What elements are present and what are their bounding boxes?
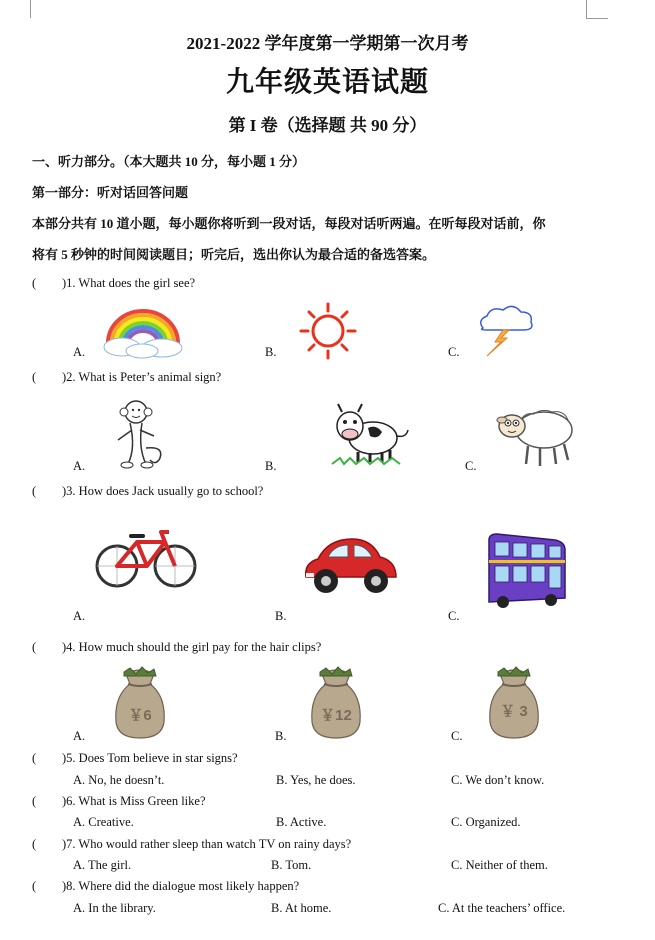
price-label-a: ￥6 (128, 707, 152, 724)
question-text: )7. Who would rather sleep than watch TV on rainy days? (62, 837, 352, 851)
q1-option-a[interactable]: A. (73, 345, 86, 359)
q8-option-c[interactable]: C. At the teachers’ office. (438, 901, 566, 915)
question-text: )6. What is Miss Green like? (62, 794, 206, 808)
storm-cloud-icon (473, 302, 537, 358)
price-label-b: ￥12 (320, 707, 352, 724)
listening-section-heading: 一、听力部分。（本大题共 10 分，每小题 1 分） (32, 154, 306, 169)
q2-option-a[interactable]: A. (73, 459, 86, 473)
q7-option-b[interactable]: B. Tom. (271, 858, 312, 872)
question-1 (32, 276, 195, 291)
instructions-line2: 将有 5 秒钟的时间阅读题目；听完后，选出你认为最合适的备选答案。 (32, 247, 436, 262)
q2-option-c[interactable]: C. (465, 459, 477, 473)
monkey-icon (112, 398, 170, 470)
money-bag-icon-a (110, 666, 170, 740)
q2-option-b[interactable]: B. (265, 459, 277, 473)
money-bag-icon-b (306, 666, 366, 740)
q5-option-c[interactable]: C. We don’t know. (451, 773, 545, 787)
answer-paren[interactable]: ( (32, 484, 37, 498)
cow-icon (328, 398, 410, 468)
q1-option-b[interactable]: B. (265, 345, 277, 359)
question-2 (32, 370, 221, 385)
bus-icon (485, 532, 569, 610)
q5-option-a[interactable]: A. No, he doesn’t. (73, 773, 165, 787)
question-text: )1. What does the girl see? (62, 276, 196, 290)
q8-option-b[interactable]: B. At home. (271, 901, 332, 915)
question-text: )5. Does Tom believe in star signs? (62, 751, 238, 765)
q7-option-c[interactable]: C. Neither of them. (451, 858, 548, 872)
answer-paren[interactable]: ( (32, 837, 37, 851)
sun-icon (299, 302, 357, 360)
volume-title: 第 I 卷（选择题 共 90 分） (228, 116, 427, 135)
instructions-line1: 本部分共有 10 道小题，每小题你将听到一段对话，每段对话听两遍。在听每段对话前，你 (32, 216, 546, 231)
answer-paren[interactable]: ( (32, 751, 37, 765)
question-3 (32, 484, 263, 499)
answer-paren[interactable]: ( (32, 640, 37, 654)
money-bag-icon-c (484, 666, 544, 740)
q8-option-a[interactable]: A. In the library. (73, 901, 156, 915)
part1-heading: 第一部分：听对话回答问题 (32, 185, 189, 200)
q3-option-b[interactable]: B. (275, 609, 287, 623)
q4-option-c[interactable]: C. (451, 729, 463, 743)
q6-option-a[interactable]: A. Creative. (73, 815, 134, 829)
q5-option-b[interactable]: B. Yes, he does. (276, 773, 356, 787)
q4-option-b[interactable]: B. (275, 729, 287, 743)
question-8 (32, 879, 299, 894)
price-label-c: ￥ 3 (500, 703, 528, 720)
answer-paren[interactable]: ( (32, 276, 37, 290)
corner-mark-right (586, 0, 587, 18)
q1-option-c[interactable]: C. (448, 345, 460, 359)
term-title: 2021-2022 学年度第一学期第一次月考 (186, 34, 469, 53)
q6-option-b[interactable]: B. Active. (276, 815, 327, 829)
rainbow-icon (102, 305, 184, 361)
q6-option-c[interactable]: C. Organized. (451, 815, 521, 829)
answer-paren[interactable]: ( (32, 794, 37, 808)
q3-option-c[interactable]: C. (448, 609, 460, 623)
corner-mark-right-horizontal (586, 18, 608, 19)
exam-title: 九年级英语试题 (225, 67, 429, 98)
corner-mark-left (30, 0, 31, 18)
question-7 (32, 837, 351, 852)
bicycle-icon (95, 528, 199, 590)
answer-paren[interactable]: ( (32, 370, 37, 384)
q3-option-a[interactable]: A. (73, 609, 86, 623)
question-text: )3. How does Jack usually go to school? (62, 484, 264, 498)
question-text: )8. Where did the dialogue most likely happen? (62, 879, 300, 893)
answer-paren[interactable]: ( (32, 879, 37, 893)
question-6 (32, 794, 206, 809)
question-text: )2. What is Peter’s animal sign? (62, 370, 222, 384)
question-4 (32, 640, 321, 655)
question-text: )4. How much should the girl pay for the hair clips? (62, 640, 322, 654)
q7-option-a[interactable]: A. The girl. (73, 858, 132, 872)
question-5 (32, 751, 238, 766)
q4-option-a[interactable]: A. (73, 729, 86, 743)
sheep-icon (492, 400, 578, 468)
car-icon (300, 533, 400, 599)
